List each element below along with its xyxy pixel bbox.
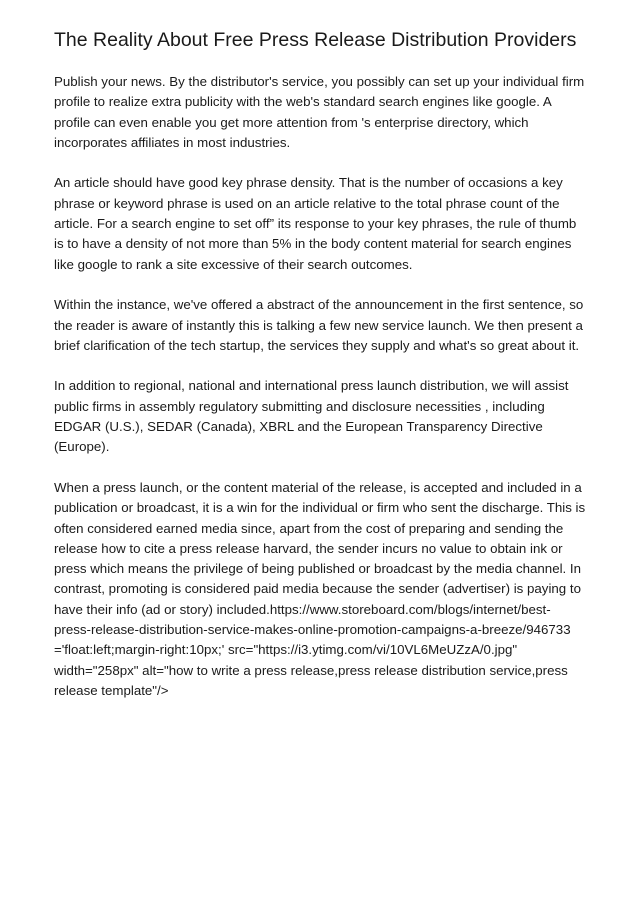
paragraph-keyword-density: An article should have good key phrase density. That is the number of occasions a key phrase or keyword phrase is used on an article relative to the total phrase count of the article. For a search engine to set off” its response to your key phrases, the rule of thumb is to have a density of not more than 5% in the body content material for search engines like google to rank a site excessive of their search outcomes.: [54, 175, 577, 272]
document-body: [54, 72, 586, 701]
paragraph-distributor-profile: Publish your news. By the distributor's service, you possibly can set up your individual firm profile to realize extra publicity with the web's standard search engines like google. A profile can even enable you get more attention from 's enterprise directory, which incorporates affiliates in most industries.: [54, 74, 585, 150]
paragraph-regulatory-filing: In addition to regional, national and international press launch distribution, we will assist public firms in assembly regulatory submitting and disclosure necessities , including EDGAR (U.S.), SEDAR (Canada), XBRL and the European Transparency Directive (Europe).: [54, 378, 569, 455]
paragraph-announcement-example: Within the instance, we've offered a abstract of the announcement in the first sentence, so the reader is aware of instantly this is talking a few new service launch. We then present a brief clarification of the tech startup, the services they supply and what's so great about it.: [54, 297, 584, 353]
page-title: The Reality About Free Press Release Distribution Providers: [54, 29, 577, 51]
paragraph-earned-media: When a press launch, or the content material of the release, is accepted and included in a publication or broadcast, it is a win for the individual or firm who sent the discharge. This is often considered earned media since, apart from the cost of preparing and sending the release how to cite a press release harvard, the sender incurs no value to obtain ink or press which means the privilege of being published or broadcast by the media channel. In contrast, promoting is considered paid media because the sender (advertiser) is paying to have their info (ad or story) included.https://www.storeboard.com/blogs/internet/best-press-release-distribution-service-makes-online-promotion-campaigns-a-breeze/946733 ='float:left;margin-right:10px;' src="https://i3.ytimg.com/vi/10VL6MeUZzA/0.jpg" width="258px" alt="how to write a press release,press release distribution service,press release template"/>: [54, 479, 586, 698]
